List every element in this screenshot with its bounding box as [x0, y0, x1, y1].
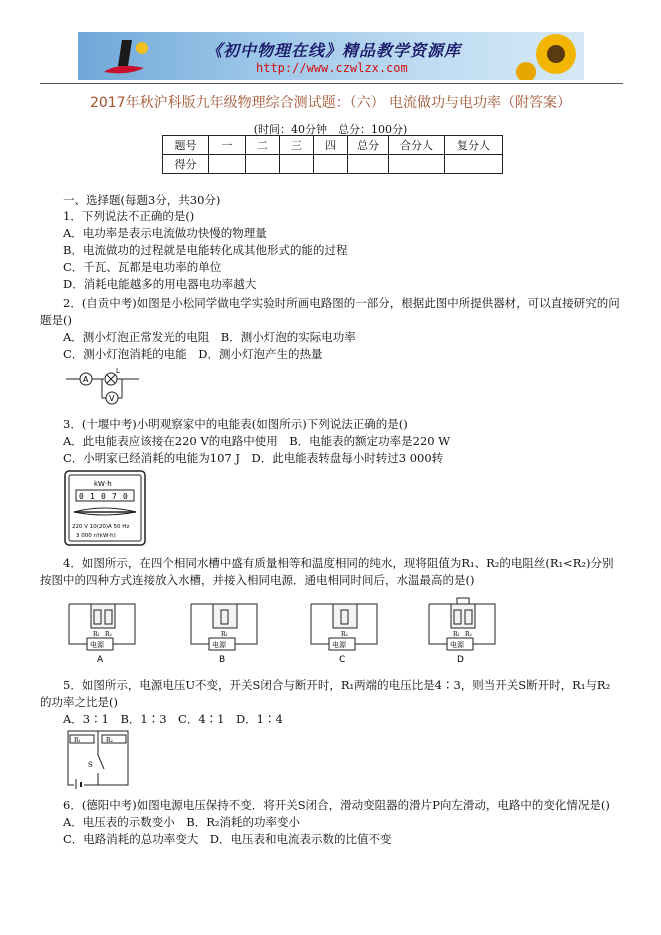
table-cell: 三: [280, 136, 314, 155]
q4-stem: 4．如图所示，在四个相同水槽中盛有质量相等和温度相同的纯水，现将阻值为R₁、R₂的电阻丝(R₁<R₂)分别: [63, 556, 614, 570]
q4-figure-c: [305, 594, 385, 666]
meter-digit: 7: [112, 492, 117, 501]
q1-option-a: A．电功率是表示电流做功快慢的物理量: [63, 226, 267, 240]
switch-label: S: [88, 761, 93, 769]
q2-stem-cont: 题是(): [40, 313, 72, 327]
power-label: 电源: [332, 641, 346, 649]
r1-label: R₁: [93, 631, 100, 638]
q5-circuit-figure: [64, 727, 132, 791]
banner-url[interactable]: http://www.czwlzx.com: [256, 61, 408, 75]
q4-option-c-label: C: [339, 655, 346, 665]
q1-stem: 1．下列说法不正确的是(): [63, 209, 195, 223]
q3-options-ab: A．此电能表应该接在220 V的电路中使用 B．电能表的额定功率是220 W: [63, 434, 451, 448]
q6-stem: 6．(德阳中考)如图电源电压保持不变．将开关S闭合，滑动变阻器的滑片P向左滑动，电路中的变化情况是(): [63, 798, 610, 812]
q2-circuit-figure: [64, 366, 144, 410]
q3-options-cd: C．小明家已经消耗的电能为107 J D．此电能表转盘每小时转过3 000转: [63, 451, 444, 465]
q6-options-ab: A．电压表的示数变小 B．R₂消耗的功率变小: [63, 815, 301, 829]
r2-label: R₂: [465, 631, 472, 638]
q4-option-d-label: D: [457, 655, 464, 665]
table-cell: 题号: [163, 136, 209, 155]
table-row: [163, 136, 503, 155]
table-cell[interactable]: [389, 155, 445, 174]
power-label: 电源: [450, 641, 464, 649]
score-table: [162, 135, 503, 174]
power-label: 电源: [212, 641, 226, 649]
q4-figure-d: [423, 594, 503, 666]
table-cell[interactable]: [280, 155, 314, 174]
power-label: 电源: [90, 641, 104, 649]
meter-revolutions: 3 000 r/(kW·h): [76, 533, 116, 539]
meter-digit: 1: [90, 492, 95, 501]
r2-label: R₂: [105, 631, 112, 638]
table-row: [163, 155, 503, 174]
time-info: (时间：40分钟 总分：100分): [253, 123, 408, 136]
page-title: 2017年秋沪科版九年级物理综合测试题：（六） 电流做功与电功率（附答案）: [89, 95, 572, 111]
q4-option-b-label: B: [219, 655, 226, 665]
table-cell: 得分: [163, 155, 209, 174]
r1-label: R₁: [453, 631, 460, 638]
q2-stem: 2．(自贡中考)如图是小松同学做电学实验时所画电路图的一部分，根据此图中所提供器材，可以直接研究的问: [63, 296, 620, 310]
q4-figure-b: [185, 594, 265, 666]
energy-meter-figure: [64, 470, 146, 546]
table-cell: 一: [209, 136, 246, 155]
r2-label: R₂: [341, 631, 348, 638]
table-cell: 四: [314, 136, 348, 155]
q3-stem: 3．(十堰中考)小明观察家中的电能表(如图所示)下列说法正确的是(): [63, 417, 408, 431]
table-cell[interactable]: [445, 155, 503, 174]
ammeter-label: A: [83, 375, 89, 384]
q6-options-cd: C．电路消耗的总功率变大 D．电压表和电流表示数的比值不变: [63, 832, 392, 846]
q5-stem-cont: 的功率之比是(): [40, 695, 118, 709]
r2-label: R₂: [106, 737, 113, 744]
logo-icon: [98, 32, 158, 80]
q1-option-d: D．消耗电能越多的用电器电功率越大: [63, 277, 257, 291]
q1-option-c: C．千瓦、瓦都是电功率的单位: [63, 260, 222, 274]
meter-unit: kW·h: [94, 480, 112, 488]
table-cell[interactable]: [246, 155, 280, 174]
q4-stem-cont: 按图中的四种方式连接放入水槽，并接入相同电源．通电相同时间后，水温最高的是(): [40, 573, 475, 587]
q4-option-a-label: A: [97, 655, 104, 665]
q1-option-b: B．电流做功的过程就是电能转化成其他形式的能的过程: [63, 243, 348, 257]
meter-digit: 0: [123, 492, 128, 501]
table-cell: 合分人: [389, 136, 445, 155]
sunflower-icon: [514, 32, 584, 80]
table-cell: 二: [246, 136, 280, 155]
q4-figure-a: [63, 594, 143, 666]
table-cell: 总分: [348, 136, 389, 155]
voltmeter-label: V: [109, 394, 115, 403]
banner-title: 《初中物理在线》精品教学资源库: [206, 41, 462, 60]
r1-label: R₁: [221, 631, 228, 638]
q5-options: A．3∶1 B．1∶3 C．4∶1 D．1∶4: [63, 712, 283, 726]
table-cell[interactable]: [209, 155, 246, 174]
section-heading: 一、选择题(每题3分，共30分): [63, 193, 221, 207]
meter-spec: 220 V 10(20)A 50 Hz: [72, 524, 130, 530]
header-rule: [40, 83, 623, 84]
header-banner: [78, 32, 584, 80]
table-cell: 复分人: [445, 136, 503, 155]
r1-label: R₁: [74, 737, 81, 744]
table-cell[interactable]: [314, 155, 348, 174]
q2-options-cd: C．测小灯泡消耗的电能 D．测小灯泡产生的热量: [63, 347, 323, 361]
q5-stem: 5．如图所示，电源电压U不变，开关S闭合与断开时，R₁两端的电压比是4∶3，则当开关S断开时，R₁与R₂: [63, 678, 611, 692]
lamp-label: L: [116, 367, 120, 375]
meter-digit: 0: [101, 492, 106, 501]
table-cell[interactable]: [348, 155, 389, 174]
q2-options-ab: A．测小灯泡正常发光的电阻 B．测小灯泡的实际电功率: [63, 330, 356, 344]
meter-digit: 0: [79, 492, 84, 501]
